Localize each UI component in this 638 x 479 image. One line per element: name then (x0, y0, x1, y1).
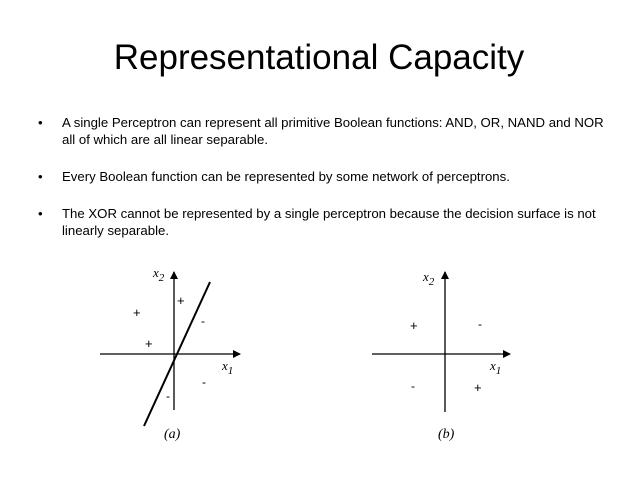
bullet-marker: • (38, 206, 43, 221)
bullet-text: Every Boolean function can be represented by some network of perceptrons. (62, 169, 510, 184)
minus-mark: - (201, 314, 205, 328)
slide-title: Representational Capacity (113, 38, 525, 77)
figure-a-svg (90, 262, 260, 452)
bullet-item-3 (38, 205, 608, 239)
x-axis-label: $x_1$ (490, 358, 502, 377)
minus-mark: - (166, 389, 170, 403)
bullet-marker: • (38, 115, 43, 130)
bullet-text: A single Perceptron can represent all primitive Boolean functions: AND, OR, NAND and NOR all of which are all linear separable. (62, 115, 604, 147)
bullet-item-1 (38, 114, 608, 148)
bullet-text: The XOR cannot be represented by a single perceptron because the decision surface is not linearly separable. (62, 206, 596, 238)
figure-a-linearly-separable (90, 262, 260, 452)
plus-mark: + (133, 305, 141, 320)
y-axis-label: $x_2$ (423, 269, 435, 288)
figure-b-caption: (b) (438, 427, 455, 442)
y-axis-label: $x_2$ (153, 265, 165, 284)
figure-b-svg (362, 262, 532, 452)
plus-mark: + (177, 293, 185, 308)
figure-a-caption: (a) (164, 427, 181, 442)
bullet-marker: • (38, 169, 43, 184)
x-axis-label: $x_1$ (222, 358, 234, 377)
plus-mark: + (474, 380, 482, 395)
minus-mark: - (411, 379, 415, 393)
bullet-list (38, 114, 608, 259)
minus-mark: - (478, 317, 482, 331)
minus-mark: - (202, 375, 206, 389)
bullet-item-2 (38, 168, 608, 185)
figure-b-xor (362, 262, 532, 452)
plus-mark: + (145, 336, 153, 351)
plus-mark: + (410, 318, 418, 333)
